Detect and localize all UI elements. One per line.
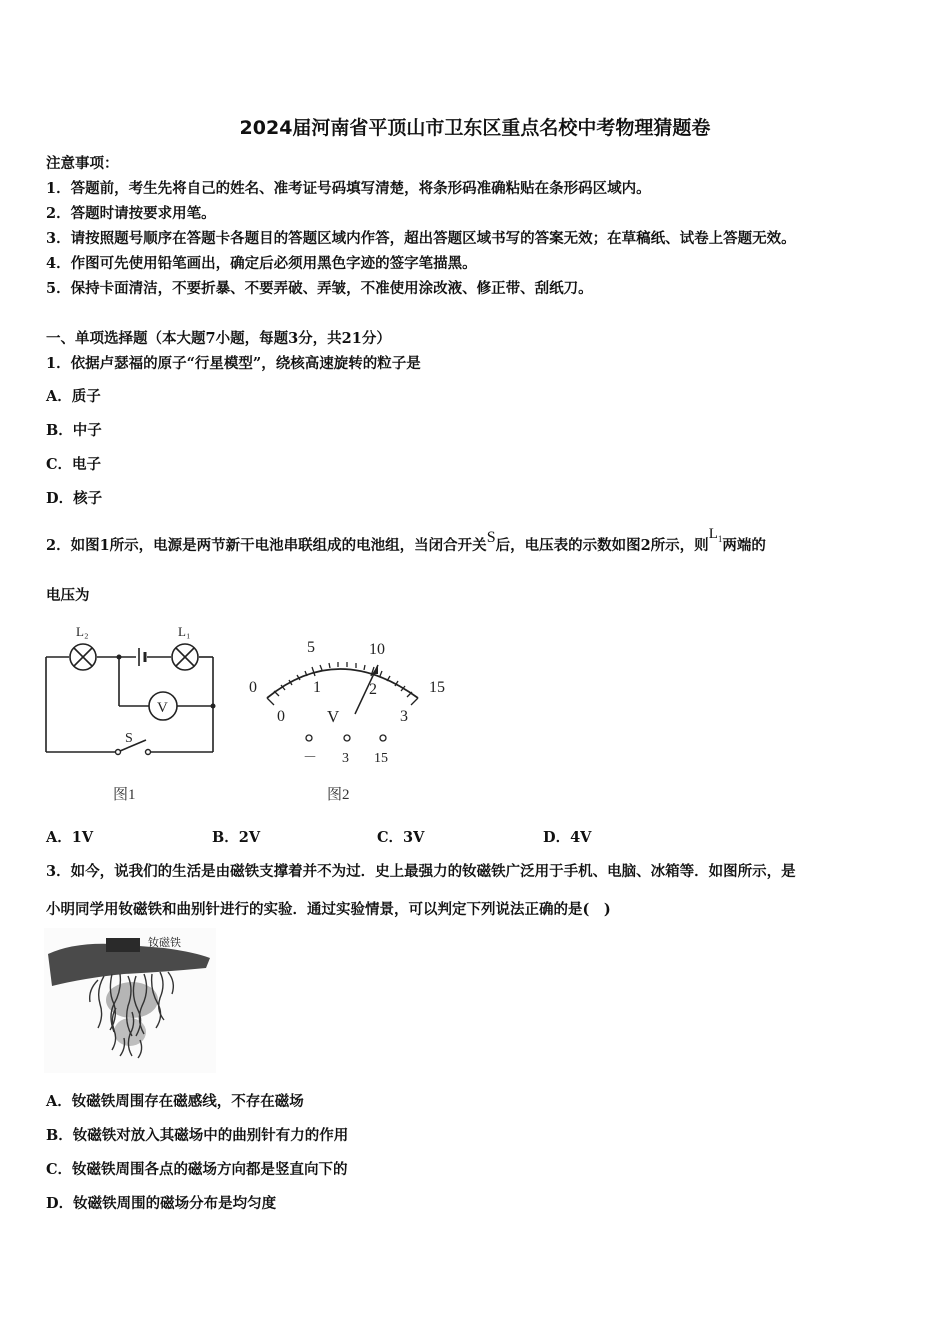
lamp-symbol-letter: L xyxy=(708,526,718,542)
magnet-label: 钕磁铁 xyxy=(148,937,181,949)
lamp-symbol-subscript: 1 xyxy=(717,534,723,544)
terminal-label: 15 xyxy=(374,751,388,766)
upper-tick-label: 15 xyxy=(429,679,445,696)
question-2-option-c[interactable]: C．3V xyxy=(377,829,425,846)
question-3-stem-continued: 小明同学用钕磁铁和曲别针进行的实验．通过实验情景，可以判定下列说法正确的是( ) xyxy=(46,901,611,918)
junction-dot xyxy=(211,704,216,709)
question-2-stem-part: 后，电压表的示数如图2所示，则 xyxy=(495,537,709,554)
lower-tick-label: 1 xyxy=(313,679,321,696)
notice-item: 4．作图可先使用铅笔画出，确定后必须用黑色字迹的签字笔描黑。 xyxy=(46,255,477,272)
question-3-option-a[interactable]: A．钕磁铁周围存在磁感线，不存在磁场 xyxy=(46,1093,304,1110)
question-1-option-c[interactable]: C．电子 xyxy=(46,456,102,473)
question-3-option-b[interactable]: B．钕磁铁对放入其磁场中的曲别针有力的作用 xyxy=(46,1127,349,1144)
lamp-l1 xyxy=(172,644,198,670)
lamp-l1-label: L₁ xyxy=(178,624,191,639)
notice-item: 5．保持卡面清洁，不要折暴、不要弄破、弄皱，不准使用涂改液、修正带、刮纸刀。 xyxy=(46,280,593,297)
question-2-option-a[interactable]: A．1V xyxy=(46,829,94,846)
terminal-label: － xyxy=(303,751,317,766)
notice-heading: 注意事项： xyxy=(46,155,119,172)
question-2-stem-continued: 电压为 xyxy=(46,587,90,604)
magnet-paperclip-photo xyxy=(44,928,216,1073)
question-2-option-d[interactable]: D．4V xyxy=(543,829,592,846)
terminal xyxy=(344,735,350,741)
switch-contact xyxy=(146,750,151,755)
question-2-stem-part: 2．如图1所示，电源是两节新干电池串联组成的电池组，当闭合开关 xyxy=(46,537,487,554)
lower-tick-label: 3 xyxy=(400,708,408,725)
lower-tick-label: 2 xyxy=(369,681,377,698)
question-1-option-b[interactable]: B．中子 xyxy=(46,422,102,439)
voltmeter-label: V xyxy=(157,700,168,716)
question-2-option-b[interactable]: B．2V xyxy=(212,829,261,846)
terminal xyxy=(380,735,386,741)
lamp-symbol xyxy=(709,526,723,542)
question-2-stem xyxy=(46,526,766,556)
question-3-option-d[interactable]: D．钕磁铁周围的磁场分布是均匀度 xyxy=(46,1195,277,1212)
magnet-block xyxy=(106,938,140,952)
switch-lever xyxy=(120,740,146,751)
voltmeter-dial xyxy=(245,632,455,772)
notice-item: 1．答题前，考生先将自己的姓名、准考证号码填写清楚，将条形码准确粘贴在条形码区域内。 xyxy=(46,180,651,197)
dial-arc xyxy=(267,669,418,698)
question-3-option-c[interactable]: C．钕磁铁周围各点的磁场方向都是竖直向下的 xyxy=(46,1161,348,1178)
terminal-label: 3 xyxy=(342,751,349,766)
notice-item: 2．答题时请按要求用笔。 xyxy=(46,205,216,222)
notice-item: 3．请按照题号顺序在答题卡各题目的答题区域内作答，超出答题区域书写的答案无效；在草稿纸、试卷上答题无效。 xyxy=(46,230,796,247)
switch-symbol: S xyxy=(486,529,496,546)
question-2-stem-part: 两端的 xyxy=(722,537,766,554)
question-1-option-a[interactable]: A．质子 xyxy=(46,388,101,405)
lamp-l2 xyxy=(70,644,96,670)
question-1-stem: 1．依据卢瑟福的原子“行星模型”，绕核高速旋转的粒子是 xyxy=(46,355,421,372)
junction-dot xyxy=(117,655,122,660)
question-1-option-d[interactable]: D．核子 xyxy=(46,490,103,507)
switch-label: S xyxy=(125,731,133,746)
upper-tick-label: 0 xyxy=(249,679,257,696)
lamp-l2-label: L₂ xyxy=(76,624,89,639)
upper-tick-label: 10 xyxy=(369,641,385,658)
question-3-stem: 3．如今，说我们的生活是由磁铁支撑着并不为过．史上最强力的钕磁铁广泛用于手机、电脑、冰箱等．如图所示，是 xyxy=(46,863,796,880)
terminal xyxy=(306,735,312,741)
figure-2-caption: 图2 xyxy=(327,787,350,803)
dial-unit: V xyxy=(327,707,340,726)
circuit-diagram xyxy=(40,618,225,808)
lower-tick-label: 0 xyxy=(277,708,285,725)
page-title: 2024届河南省平顶山市卫东区重点名校中考物理猜题卷 xyxy=(239,117,711,139)
upper-tick-label: 5 xyxy=(307,639,315,656)
section-heading: 一、单项选择题（本大题7小题，每题3分，共21分） xyxy=(46,330,391,347)
figure-1-caption: 图1 xyxy=(113,787,136,803)
